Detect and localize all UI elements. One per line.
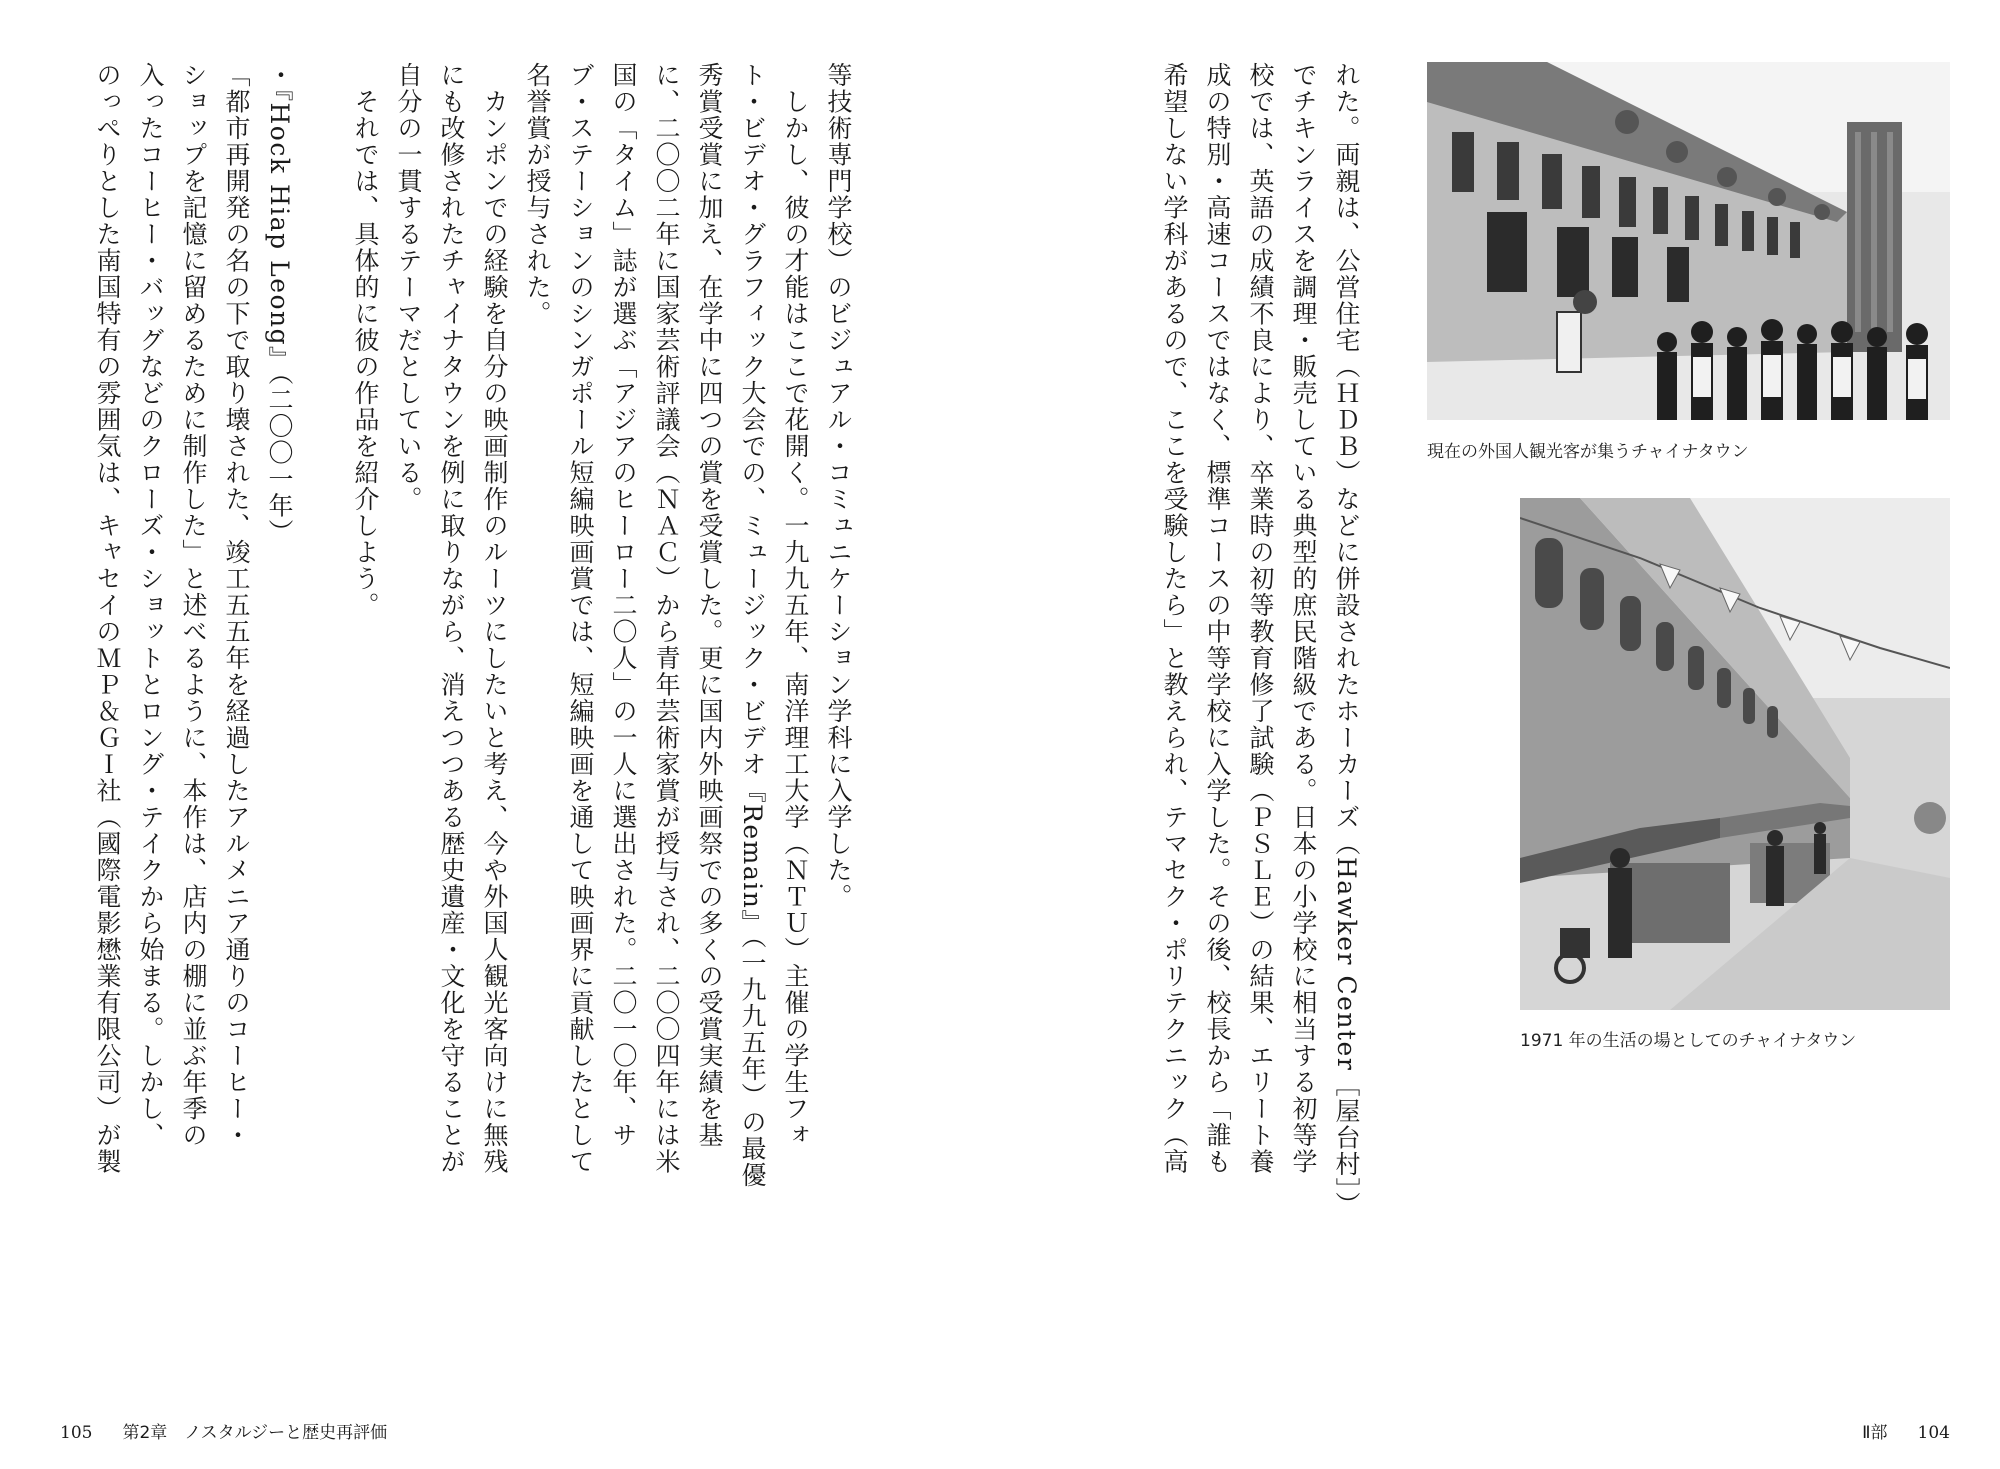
text-column: 秀賞受賞に加え、在学中に四つの賞を受賞した。更に国内外映画祭での多くの受賞実績を基 [695,62,724,1149]
text-column: 校では、英語の成績不良により、卒業時の初等教育修了試験（ＰＳＬＥ）の結果、エリート養 [1246,62,1275,1175]
text-column: それでは、具体的に彼の作品を紹介しよう。 [351,62,380,619]
running-head-chapter: 第2章 ノスタルジーと歴史再評価 [122,1423,388,1443]
text-column: に、二〇〇二年に国家芸術評議会（ＮＡＣ）から青年芸術家賞が授与され、二〇〇四年には米 [652,62,681,1175]
photo-chinatown-present [1427,62,1950,420]
right-page-body-text [1153,62,1368,1218]
text-column: 自分の一貫するテーマだとしている。 [394,62,423,513]
left-page-body-text [86,62,860,1188]
photo-chinatown-1971-image [1520,498,1950,1010]
page-number-right: 104 [1917,1423,1950,1443]
text-column: カンポンでの経験を自分の映画制作のルーツにしたいと考え、今や外国人観光客向けに無残 [480,62,509,1175]
text-column: にも改修されたチャイナタウンを例に取りながら、消えつつある歴史遺産・文化を守ることが [437,62,466,1175]
photo-chinatown-present-image [1427,62,1950,420]
text-column: れた。両親は、公営住宅（ＨＤＢ）などに併設されたホーカーズ（Hawker Center［屋台村］） [1332,62,1361,1218]
text-column: 希望しない学科があるので、ここを受験したら」と教えられ、テマセク・ポリテクニック（高 [1160,62,1189,1175]
text-column: 入ったコーヒー・バッグなどのクローズ・ショットとロング・テイクから始まる。しかし、 [136,62,165,1149]
text-column: しかし、彼の才能はここで花開く。一九九五年、南洋理工大学（ＮＴＵ）主催の学生フォ [781,62,810,1149]
photo-chinatown-1971 [1520,498,1950,1010]
text-column: 「都市再開発の名の下で取り壊された、竣工五五年を経過したアルメニア通りのコーヒー・ [222,62,251,1149]
text-column: ショップを記憶に留めるために制作した」と述べるように、本作は、店内の棚に並ぶ年季の [179,62,208,1149]
text-column: 国の「タイム」誌が選ぶ「アジアのヒーロー二〇人」の一人に選出された。二〇一〇年、サ [609,62,638,1149]
photo-caption-1971: 1971 年の生活の場としてのチャイナタウン [1520,1031,1857,1051]
folio-left [60,1418,387,1443]
work-heading: ・『Hock Hiap Leong』（二〇〇一年） [265,62,294,546]
text-column: ト・ビデオ・グラフィック大会での、ミュージック・ビデオ『Remain』（一九九五年）の最優 [738,62,767,1189]
folio-right [1862,1418,1950,1443]
text-column: 名誉賞が授与された。 [523,62,552,327]
running-head-part: Ⅱ部 [1862,1423,1888,1443]
text-column: 成の特別・高速コースではなく、標準コースの中等学校に入学した。その後、校長から「誰も [1203,62,1232,1175]
blank-column [301,62,344,1188]
page-number-left: 105 [60,1423,93,1443]
text-column: ブ・ステーションのシンガポール短編映画賞では、短編映画を通して映画界に貢献したとして [566,62,595,1175]
photo-caption-present: 現在の外国人観光客が集うチャイナタウン [1427,442,1749,462]
text-column: のっぺりとした南国特有の雰囲気は、キャセイのＭＰ＆ＧＩ社（國際電影懋業有限公司）が製 [93,62,122,1175]
text-column: 等技術専門学校）のビジュアル・コミュニケーション学科に入学した。 [824,62,853,910]
text-column: でチキンライスを調理・販売している典型的庶民階級である。日本の小学校に相当する初等学 [1289,62,1318,1175]
